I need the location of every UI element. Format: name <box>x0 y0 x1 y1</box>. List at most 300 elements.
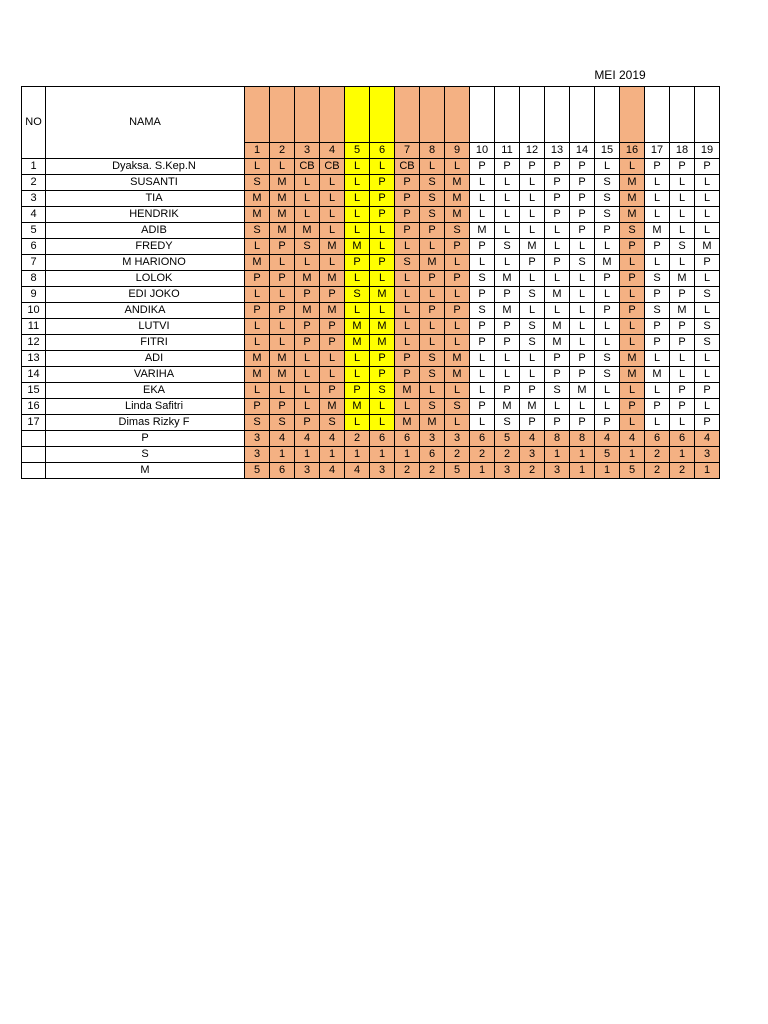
shift-cell[interactable]: L <box>670 255 695 271</box>
summary-count-cell[interactable]: 5 <box>495 431 520 447</box>
summary-count-cell[interactable]: 1 <box>270 447 295 463</box>
shift-cell[interactable]: L <box>470 415 495 431</box>
shift-cell[interactable]: S <box>595 367 620 383</box>
shift-cell[interactable]: L <box>370 415 395 431</box>
shift-cell[interactable]: P <box>320 319 345 335</box>
row-number-cell[interactable]: 13 <box>22 351 46 367</box>
shift-cell[interactable]: S <box>595 207 620 223</box>
summary-count-cell[interactable]: 1 <box>320 447 345 463</box>
shift-cell[interactable]: S <box>245 223 270 239</box>
shift-cell[interactable]: P <box>445 239 470 255</box>
shift-cell[interactable]: M <box>445 367 470 383</box>
shift-cell[interactable]: L <box>320 367 345 383</box>
day-number-cell[interactable]: 2 <box>270 143 295 159</box>
shift-cell[interactable]: L <box>670 223 695 239</box>
shift-cell[interactable]: P <box>270 271 295 287</box>
shift-cell[interactable]: L <box>295 367 320 383</box>
shift-cell[interactable]: L <box>270 383 295 399</box>
shift-cell[interactable]: P <box>595 303 620 319</box>
shift-cell[interactable]: P <box>545 175 570 191</box>
shift-cell[interactable]: L <box>695 271 720 287</box>
summary-count-cell[interactable]: 3 <box>245 431 270 447</box>
shift-cell[interactable]: L <box>645 351 670 367</box>
shift-cell[interactable]: L <box>470 207 495 223</box>
shift-cell[interactable]: L <box>420 383 445 399</box>
shift-cell[interactable]: L <box>345 271 370 287</box>
row-number-cell[interactable]: 5 <box>22 223 46 239</box>
shift-cell[interactable]: L <box>645 175 670 191</box>
day-number-cell[interactable]: 4 <box>320 143 345 159</box>
staff-name-cell[interactable]: FREDY <box>46 239 245 255</box>
shift-cell[interactable]: L <box>520 207 545 223</box>
shift-cell[interactable]: M <box>320 399 345 415</box>
shift-cell[interactable]: L <box>620 415 645 431</box>
shift-cell[interactable]: CB <box>395 159 420 175</box>
summary-count-cell[interactable]: 1 <box>620 447 645 463</box>
summary-count-cell[interactable]: 2 <box>520 463 545 479</box>
summary-count-cell[interactable]: 2 <box>445 447 470 463</box>
day-number-cell[interactable]: 8 <box>420 143 445 159</box>
shift-cell[interactable]: M <box>345 319 370 335</box>
shift-cell[interactable]: L <box>620 159 645 175</box>
shift-cell[interactable]: P <box>495 159 520 175</box>
staff-name-cell[interactable]: HENDRIK <box>46 207 245 223</box>
shift-cell[interactable]: L <box>545 223 570 239</box>
shift-cell[interactable]: M <box>270 191 295 207</box>
summary-count-cell[interactable]: 2 <box>420 463 445 479</box>
shift-cell[interactable]: P <box>395 175 420 191</box>
shift-cell[interactable]: M <box>520 239 545 255</box>
shift-cell[interactable]: P <box>570 191 595 207</box>
shift-cell[interactable]: L <box>345 207 370 223</box>
shift-cell[interactable]: M <box>570 383 595 399</box>
staff-name-cell[interactable]: TIA <box>46 191 245 207</box>
shift-cell[interactable]: L <box>270 335 295 351</box>
shift-cell[interactable]: L <box>295 207 320 223</box>
shift-cell[interactable]: S <box>570 255 595 271</box>
shift-cell[interactable]: M <box>295 223 320 239</box>
shift-cell[interactable]: L <box>445 383 470 399</box>
shift-cell[interactable]: P <box>295 287 320 303</box>
summary-count-cell[interactable]: 2 <box>645 463 670 479</box>
staff-name-cell[interactable]: Dyaksa. S.Kep.N <box>46 159 245 175</box>
summary-count-cell[interactable]: 6 <box>645 431 670 447</box>
shift-cell[interactable]: L <box>395 303 420 319</box>
shift-cell[interactable]: L <box>645 191 670 207</box>
summary-count-cell[interactable]: 5 <box>245 463 270 479</box>
summary-count-cell[interactable]: 1 <box>470 463 495 479</box>
shift-cell[interactable]: L <box>370 159 395 175</box>
shift-cell[interactable]: M <box>595 255 620 271</box>
shift-cell[interactable]: L <box>445 255 470 271</box>
shift-cell[interactable]: S <box>595 175 620 191</box>
shift-cell[interactable]: L <box>420 159 445 175</box>
shift-cell[interactable]: M <box>245 255 270 271</box>
shift-cell[interactable]: L <box>695 351 720 367</box>
shift-cell[interactable]: L <box>270 319 295 335</box>
shift-cell[interactable]: L <box>545 271 570 287</box>
shift-cell[interactable]: L <box>670 367 695 383</box>
summary-count-cell[interactable]: 1 <box>395 447 420 463</box>
shift-cell[interactable]: P <box>670 383 695 399</box>
summary-count-cell[interactable]: 4 <box>320 463 345 479</box>
summary-count-cell[interactable]: 1 <box>570 447 595 463</box>
shift-cell[interactable]: M <box>245 191 270 207</box>
shift-cell[interactable]: S <box>320 415 345 431</box>
row-number-cell[interactable]: 12 <box>22 335 46 351</box>
summary-count-cell[interactable]: 1 <box>670 447 695 463</box>
summary-count-cell[interactable]: 3 <box>370 463 395 479</box>
shift-cell[interactable]: L <box>395 239 420 255</box>
shift-cell[interactable]: M <box>545 287 570 303</box>
summary-blank-cell[interactable] <box>22 447 46 463</box>
shift-cell[interactable]: M <box>345 399 370 415</box>
shift-cell[interactable]: L <box>370 239 395 255</box>
shift-cell[interactable]: L <box>420 239 445 255</box>
shift-cell[interactable]: L <box>620 383 645 399</box>
shift-cell[interactable]: M <box>620 191 645 207</box>
summary-count-cell[interactable]: 2 <box>645 447 670 463</box>
shift-cell[interactable]: L <box>445 159 470 175</box>
shift-cell[interactable]: M <box>295 271 320 287</box>
shift-cell[interactable]: M <box>245 351 270 367</box>
shift-cell[interactable]: P <box>395 191 420 207</box>
day-number-cell[interactable]: 3 <box>295 143 320 159</box>
day-number-cell[interactable]: 19 <box>695 143 720 159</box>
shift-cell[interactable]: P <box>670 319 695 335</box>
shift-cell[interactable]: M <box>470 223 495 239</box>
shift-cell[interactable]: L <box>645 207 670 223</box>
shift-cell[interactable]: L <box>370 271 395 287</box>
shift-cell[interactable]: L <box>245 335 270 351</box>
shift-cell[interactable]: M <box>495 303 520 319</box>
staff-name-cell[interactable]: M HARIONO <box>46 255 245 271</box>
shift-cell[interactable]: M <box>395 415 420 431</box>
shift-cell[interactable]: P <box>420 303 445 319</box>
shift-cell[interactable]: L <box>595 383 620 399</box>
day-number-cell[interactable]: 14 <box>570 143 595 159</box>
shift-cell[interactable]: M <box>320 271 345 287</box>
shift-cell[interactable]: P <box>620 271 645 287</box>
row-number-cell[interactable]: 9 <box>22 287 46 303</box>
day-number-cell[interactable]: 18 <box>670 143 695 159</box>
shift-cell[interactable]: L <box>395 271 420 287</box>
shift-cell[interactable]: L <box>245 239 270 255</box>
shift-cell[interactable]: S <box>695 287 720 303</box>
shift-cell[interactable]: S <box>545 383 570 399</box>
shift-cell[interactable]: S <box>420 191 445 207</box>
staff-name-cell[interactable]: FITRI <box>46 335 245 351</box>
shift-cell[interactable]: P <box>595 223 620 239</box>
row-number-cell[interactable]: 17 <box>22 415 46 431</box>
shift-cell[interactable]: S <box>645 303 670 319</box>
shift-cell[interactable]: L <box>645 415 670 431</box>
shift-cell[interactable]: P <box>620 239 645 255</box>
shift-cell[interactable]: L <box>495 191 520 207</box>
shift-cell[interactable]: L <box>570 287 595 303</box>
shift-cell[interactable]: L <box>570 399 595 415</box>
shift-cell[interactable]: S <box>470 303 495 319</box>
shift-cell[interactable]: L <box>595 335 620 351</box>
shift-cell[interactable]: L <box>245 319 270 335</box>
shift-cell[interactable]: P <box>695 415 720 431</box>
shift-cell[interactable]: S <box>245 415 270 431</box>
shift-cell[interactable]: L <box>295 399 320 415</box>
day-number-cell[interactable]: 5 <box>345 143 370 159</box>
summary-count-cell[interactable]: 1 <box>595 463 620 479</box>
summary-count-cell[interactable]: 6 <box>420 447 445 463</box>
shift-cell[interactable]: L <box>245 383 270 399</box>
summary-count-cell[interactable]: 3 <box>245 447 270 463</box>
shift-cell[interactable]: P <box>645 335 670 351</box>
summary-count-cell[interactable]: 6 <box>270 463 295 479</box>
shift-cell[interactable]: S <box>645 271 670 287</box>
shift-cell[interactable]: P <box>370 367 395 383</box>
shift-cell[interactable]: M <box>645 367 670 383</box>
shift-cell[interactable]: P <box>420 271 445 287</box>
row-number-cell[interactable]: 7 <box>22 255 46 271</box>
shift-cell[interactable]: L <box>520 303 545 319</box>
shift-cell[interactable]: L <box>345 159 370 175</box>
shift-cell[interactable]: M <box>420 415 445 431</box>
summary-count-cell[interactable]: 2 <box>495 447 520 463</box>
shift-cell[interactable]: L <box>695 207 720 223</box>
shift-cell[interactable]: L <box>570 303 595 319</box>
shift-cell[interactable]: P <box>270 239 295 255</box>
shift-cell[interactable]: P <box>620 303 645 319</box>
staff-name-cell[interactable]: ADI <box>46 351 245 367</box>
shift-cell[interactable]: P <box>370 191 395 207</box>
shift-cell[interactable]: M <box>545 319 570 335</box>
shift-cell[interactable]: L <box>495 223 520 239</box>
row-number-cell[interactable]: 2 <box>22 175 46 191</box>
shift-cell[interactable]: P <box>545 255 570 271</box>
shift-cell[interactable]: P <box>695 255 720 271</box>
shift-cell[interactable]: P <box>370 207 395 223</box>
summary-count-cell[interactable]: 4 <box>595 431 620 447</box>
summary-count-cell[interactable]: 6 <box>395 431 420 447</box>
row-number-cell[interactable]: 3 <box>22 191 46 207</box>
shift-cell[interactable]: L <box>520 271 545 287</box>
shift-cell[interactable]: L <box>370 303 395 319</box>
shift-cell[interactable]: P <box>445 303 470 319</box>
shift-cell[interactable]: S <box>245 175 270 191</box>
shift-cell[interactable]: L <box>320 351 345 367</box>
shift-cell[interactable]: L <box>695 367 720 383</box>
shift-cell[interactable]: L <box>570 319 595 335</box>
shift-cell[interactable]: M <box>270 223 295 239</box>
shift-cell[interactable]: L <box>470 175 495 191</box>
staff-name-cell[interactable]: ADIB <box>46 223 245 239</box>
summary-count-cell[interactable]: 3 <box>445 431 470 447</box>
shift-cell[interactable]: L <box>295 191 320 207</box>
staff-name-cell[interactable]: EDI JOKO <box>46 287 245 303</box>
day-number-cell[interactable]: 1 <box>245 143 270 159</box>
summary-label-cell[interactable]: S <box>46 447 245 463</box>
shift-cell[interactable]: M <box>670 271 695 287</box>
shift-cell[interactable]: L <box>695 191 720 207</box>
shift-cell[interactable]: S <box>495 415 520 431</box>
summary-count-cell[interactable]: 1 <box>545 447 570 463</box>
shift-cell[interactable]: P <box>670 399 695 415</box>
shift-cell[interactable]: L <box>520 367 545 383</box>
shift-cell[interactable]: M <box>620 175 645 191</box>
shift-cell[interactable]: L <box>670 415 695 431</box>
shift-cell[interactable]: P <box>520 415 545 431</box>
shift-cell[interactable]: S <box>420 351 445 367</box>
row-number-cell[interactable]: 15 <box>22 383 46 399</box>
summary-count-cell[interactable]: 6 <box>370 431 395 447</box>
shift-cell[interactable]: M <box>420 255 445 271</box>
summary-count-cell[interactable]: 4 <box>320 431 345 447</box>
shift-cell[interactable]: L <box>295 351 320 367</box>
summary-blank-cell[interactable] <box>22 431 46 447</box>
shift-cell[interactable]: P <box>495 335 520 351</box>
shift-cell[interactable]: L <box>345 415 370 431</box>
summary-count-cell[interactable]: 3 <box>295 463 320 479</box>
shift-cell[interactable]: L <box>370 399 395 415</box>
shift-cell[interactable]: S <box>395 255 420 271</box>
shift-cell[interactable]: P <box>345 383 370 399</box>
shift-cell[interactable]: M <box>545 335 570 351</box>
shift-cell[interactable]: M <box>370 319 395 335</box>
shift-cell[interactable]: L <box>320 255 345 271</box>
shift-cell[interactable]: P <box>295 319 320 335</box>
shift-cell[interactable]: L <box>270 159 295 175</box>
shift-cell[interactable]: L <box>470 383 495 399</box>
summary-count-cell[interactable]: 1 <box>295 447 320 463</box>
shift-cell[interactable]: P <box>495 287 520 303</box>
summary-count-cell[interactable]: 2 <box>470 447 495 463</box>
shift-cell[interactable]: P <box>570 175 595 191</box>
shift-cell[interactable]: L <box>695 399 720 415</box>
summary-count-cell[interactable]: 2 <box>345 431 370 447</box>
shift-cell[interactable]: L <box>445 415 470 431</box>
summary-count-cell[interactable]: 2 <box>670 463 695 479</box>
shift-cell[interactable]: L <box>345 223 370 239</box>
shift-cell[interactable]: M <box>270 351 295 367</box>
shift-cell[interactable]: S <box>595 351 620 367</box>
shift-cell[interactable]: L <box>620 287 645 303</box>
shift-cell[interactable]: L <box>570 239 595 255</box>
shift-cell[interactable]: L <box>695 303 720 319</box>
shift-cell[interactable]: P <box>570 351 595 367</box>
shift-cell[interactable]: L <box>345 175 370 191</box>
shift-cell[interactable]: P <box>270 303 295 319</box>
shift-cell[interactable]: L <box>245 159 270 175</box>
shift-cell[interactable]: L <box>320 191 345 207</box>
staff-name-cell[interactable]: VARIHA <box>46 367 245 383</box>
summary-count-cell[interactable]: 4 <box>695 431 720 447</box>
shift-cell[interactable]: L <box>645 383 670 399</box>
shift-cell[interactable]: S <box>470 271 495 287</box>
shift-cell[interactable]: P <box>520 383 545 399</box>
shift-cell[interactable]: P <box>320 383 345 399</box>
day-number-cell[interactable]: 10 <box>470 143 495 159</box>
shift-cell[interactable]: P <box>395 207 420 223</box>
shift-cell[interactable]: S <box>620 223 645 239</box>
shift-cell[interactable]: L <box>395 287 420 303</box>
shift-cell[interactable]: L <box>595 159 620 175</box>
shift-cell[interactable]: M <box>345 335 370 351</box>
summary-count-cell[interactable]: 4 <box>620 431 645 447</box>
shift-cell[interactable]: M <box>445 191 470 207</box>
shift-cell[interactable]: S <box>520 287 545 303</box>
shift-cell[interactable]: P <box>595 415 620 431</box>
shift-cell[interactable]: L <box>445 287 470 303</box>
shift-cell[interactable]: L <box>420 287 445 303</box>
shift-cell[interactable]: S <box>270 415 295 431</box>
summary-count-cell[interactable]: 5 <box>620 463 645 479</box>
shift-cell[interactable]: CB <box>295 159 320 175</box>
summary-count-cell[interactable]: 4 <box>345 463 370 479</box>
shift-cell[interactable]: P <box>370 255 395 271</box>
shift-cell[interactable]: P <box>645 399 670 415</box>
shift-cell[interactable]: P <box>620 399 645 415</box>
summary-count-cell[interactable]: 6 <box>470 431 495 447</box>
row-number-cell[interactable]: 16 <box>22 399 46 415</box>
shift-cell[interactable]: L <box>320 207 345 223</box>
shift-cell[interactable]: M <box>395 383 420 399</box>
shift-cell[interactable]: P <box>545 159 570 175</box>
day-number-cell[interactable]: 7 <box>395 143 420 159</box>
shift-cell[interactable]: L <box>395 319 420 335</box>
shift-cell[interactable]: P <box>545 207 570 223</box>
staff-name-cell[interactable]: Linda Safitri <box>46 399 245 415</box>
shift-cell[interactable]: L <box>395 335 420 351</box>
shift-cell[interactable]: P <box>670 159 695 175</box>
shift-cell[interactable]: P <box>545 191 570 207</box>
shift-cell[interactable]: M <box>245 367 270 383</box>
summary-count-cell[interactable]: 3 <box>495 463 520 479</box>
shift-cell[interactable]: S <box>420 399 445 415</box>
shift-cell[interactable]: P <box>545 415 570 431</box>
day-number-cell[interactable]: 16 <box>620 143 645 159</box>
shift-cell[interactable]: M <box>520 399 545 415</box>
shift-cell[interactable]: M <box>445 175 470 191</box>
shift-cell[interactable]: S <box>420 175 445 191</box>
shift-cell[interactable]: L <box>270 255 295 271</box>
shift-cell[interactable]: L <box>695 175 720 191</box>
row-number-cell[interactable]: 6 <box>22 239 46 255</box>
shift-cell[interactable]: L <box>445 335 470 351</box>
shift-cell[interactable]: P <box>370 351 395 367</box>
shift-cell[interactable]: S <box>420 207 445 223</box>
summary-count-cell[interactable]: 8 <box>545 431 570 447</box>
shift-cell[interactable]: S <box>295 239 320 255</box>
shift-cell[interactable]: L <box>670 207 695 223</box>
shift-cell[interactable]: P <box>520 255 545 271</box>
shift-cell[interactable]: L <box>445 319 470 335</box>
staff-name-cell[interactable]: Dimas Rizky F <box>46 415 245 431</box>
shift-cell[interactable]: L <box>320 175 345 191</box>
shift-cell[interactable]: P <box>520 159 545 175</box>
shift-cell[interactable]: L <box>620 319 645 335</box>
shift-cell[interactable]: P <box>370 175 395 191</box>
shift-cell[interactable]: M <box>270 207 295 223</box>
shift-cell[interactable]: M <box>445 207 470 223</box>
shift-cell[interactable]: P <box>295 415 320 431</box>
summary-count-cell[interactable]: 6 <box>670 431 695 447</box>
shift-cell[interactable]: M <box>295 303 320 319</box>
staff-name-cell[interactable]: ANDIKA <box>46 303 245 319</box>
shift-cell[interactable]: P <box>420 223 445 239</box>
shift-cell[interactable]: P <box>470 335 495 351</box>
shift-cell[interactable]: M <box>270 175 295 191</box>
summary-label-cell[interactable]: P <box>46 431 245 447</box>
shift-cell[interactable]: S <box>420 367 445 383</box>
shift-cell[interactable]: P <box>320 335 345 351</box>
